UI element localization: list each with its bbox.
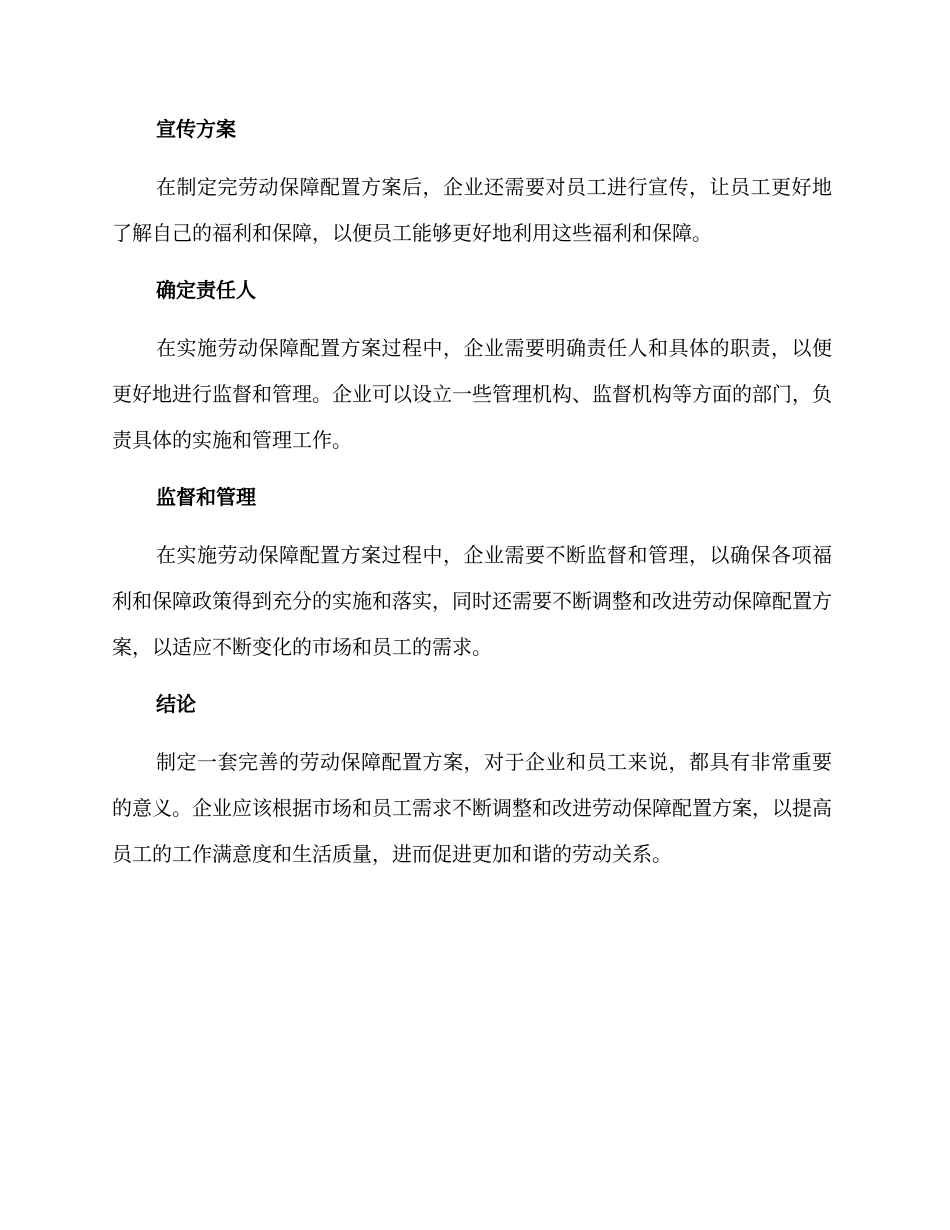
section-body-conclusion: 制定一套完善的劳动保障配置方案，对于企业和员工来说，都具有非常重要的意义。企业应该根据市场和员工需求不断调整和改进劳动保障配置方案，以提高员工的工作满意度和生活质量，进而促进更加和谐的劳动关系。 (112, 750, 832, 866)
section-heading-supervision: 监督和管理 (156, 485, 256, 509)
section-heading-responsible-person: 确定责任人 (156, 278, 256, 302)
section-heading-conclusion: 结论 (156, 692, 196, 716)
document-content (112, 106, 832, 877)
section-heading-publicity: 宣传方案 (156, 117, 236, 141)
section-body-publicity: 在制定完劳动保障配置方案后，企业还需要对员工进行宣传，让员工更好地了解自己的福利和保障，以便员工能够更好地利用这些福利和保障。 (112, 175, 832, 245)
section-body-responsible-person: 在实施劳动保障配置方案过程中，企业需要明确责任人和具体的职责，以便更好地进行监督和管理。企业可以设立一些管理机构、监督机构等方面的部门，负责具体的实施和管理工作。 (112, 336, 832, 452)
section-body-supervision: 在实施劳动保障配置方案过程中，企业需要不断监督和管理，以确保各项福利和保障政策得到充分的实施和落实，同时还需要不断调整和改进劳动保障配置方案，以适应不断变化的市场和员工的需求。 (112, 543, 832, 659)
